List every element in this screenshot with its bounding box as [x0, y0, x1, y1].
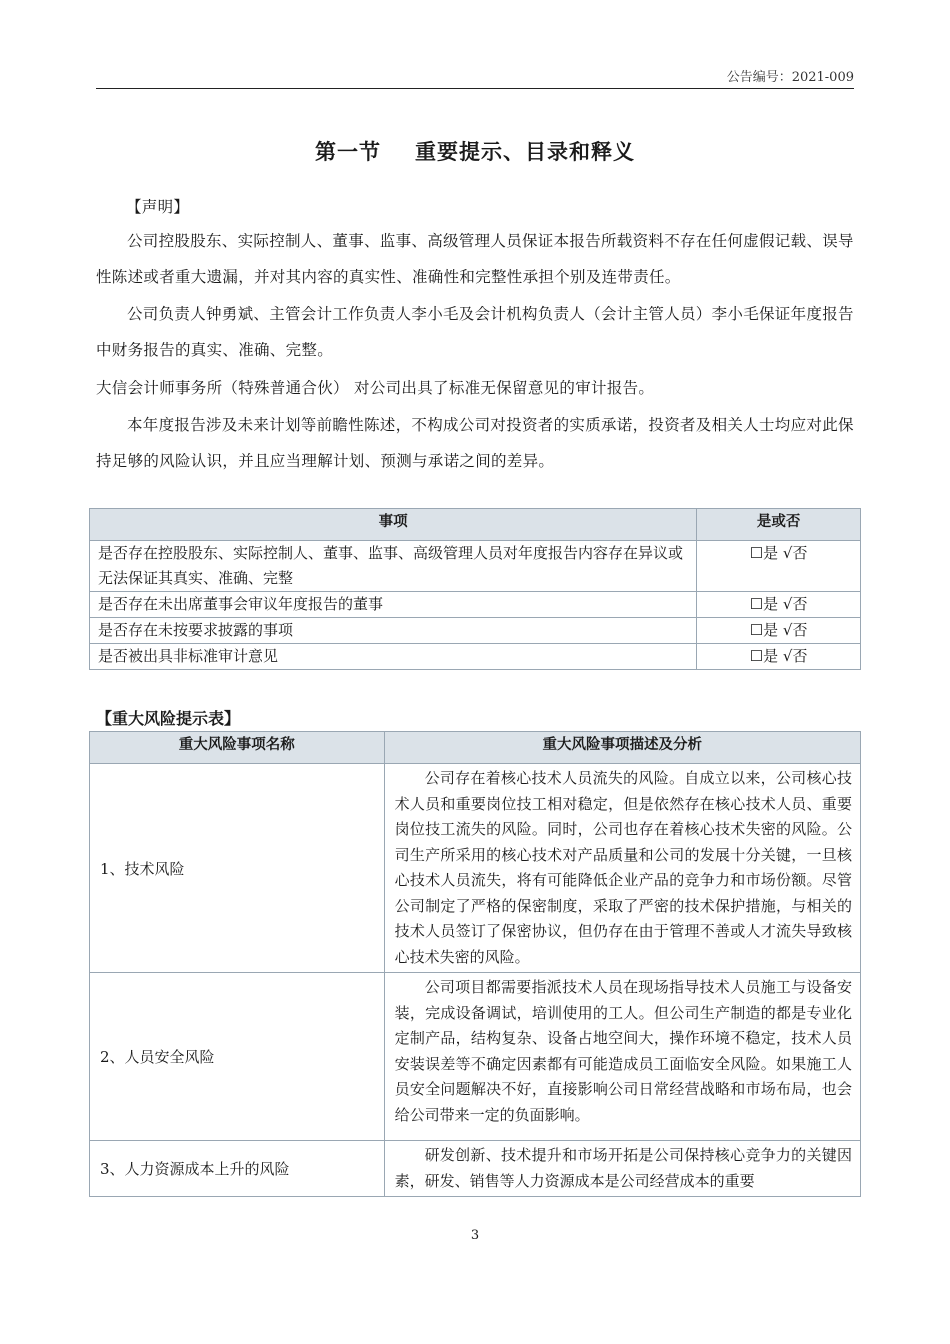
announcement-number: 公告编号：2021-009 — [726, 70, 854, 85]
risk-description: 公司项目都需要指派技术人员在现场指导技术人员施工与设备安装，完成设备调试，培训使用的工人。但公司生产制造的都是专业化定制产品，结构复杂、设备占地空间大，操作环境不稳定，技术人员安装误差等不确定因素都有可能造成员工面临安全风险。如果施工人员安全问题解决不好，直接影响公司日常经营战略和市场布局，也会给公司带来一定的负面影响。 — [384, 973, 860, 1141]
matters-header-answer: 是或否 — [697, 509, 861, 541]
risk-header-name: 重大风险事项名称 — [90, 732, 385, 764]
matters-table-header — [90, 509, 861, 541]
statement-paragraph-2: 公司负责人钟勇斌、主管会计工作负责人李小毛及会计机构负责人（会计主管人员）李小毛保证年度报告中财务报告的真实、准确、完整。 — [96, 305, 854, 359]
matter-answer: ☐是 √否 — [697, 592, 861, 618]
risk-name: 2、人员安全风险 — [90, 973, 385, 1141]
header-divider — [96, 88, 854, 89]
risk-name: 3、人力资源成本上升的风险 — [90, 1141, 385, 1197]
table-row — [90, 973, 861, 1141]
table-row — [90, 764, 861, 973]
matter-answer: ☐是 √否 — [697, 618, 861, 644]
matters-table — [89, 508, 861, 670]
section-number: 第一节 — [315, 140, 381, 164]
matter-item: 是否存在未按要求披露的事项 — [90, 618, 697, 644]
page-number: 3 — [470, 1228, 480, 1243]
risk-table-heading: 【重大风险提示表】 — [96, 709, 241, 728]
table-row — [90, 644, 861, 670]
risk-description: 公司存在着核心技术人员流失的风险。自成立以来，公司核心技术人员和重要岗位技工相对稳定，但是依然存在核心技术人员、重要岗位技工流失的风险。同时，公司也存在着核心技术失密的风险。公司生产所采用的核心技术对产品质量和公司的发展十分关键，一旦核心技术人员流失，将有可能降低企业产品的竞争力和市场份额。尽管公司制定了严格的保密制度，采取了严密的技术保护措施，与相关的技术人员签订了保密协议，但仍存在由于管理不善或人才流失导致核心技术失密的风险。 — [384, 764, 860, 973]
matter-item: 是否存在控股股东、实际控制人、董事、监事、高级管理人员对年度报告内容存在异议或无法保证其真实、准确、完整 — [90, 541, 697, 592]
table-row — [90, 541, 861, 592]
matter-answer: ☐是 √否 — [697, 644, 861, 670]
statement-label: 【声明】 — [126, 198, 190, 216]
matter-answer: ☐是 √否 — [697, 541, 861, 592]
risk-table — [89, 731, 861, 1197]
risk-description: 研发创新、技术提升和市场开拓是公司保持核心竞争力的关键因素，研发、销售等人力资源成本是公司经营成本的重要 — [384, 1141, 860, 1197]
matter-item: 是否被出具非标准审计意见 — [90, 644, 697, 670]
statement-paragraph-3: 大信会计师事务所（特殊普通合伙） 对公司出具了标准无保留意见的审计报告。 — [96, 379, 655, 397]
risk-header-description: 重大风险事项描述及分析 — [384, 732, 860, 764]
matter-item: 是否存在未出席董事会审议年度报告的董事 — [90, 592, 697, 618]
section-title — [0, 136, 950, 166]
table-row — [90, 592, 861, 618]
table-row — [90, 618, 861, 644]
statement-paragraph-1: 公司控股股东、实际控制人、董事、监事、高级管理人员保证本报告所载资料不存在任何虚假记载、误导性陈述或者重大遗漏，并对其内容的真实性、准确性和完整性承担个别及连带责任。 — [96, 232, 854, 286]
matters-header-item: 事项 — [90, 509, 697, 541]
section-heading: 重要提示、目录和释义 — [415, 140, 635, 164]
risk-name: 1、技术风险 — [90, 764, 385, 973]
statement-paragraph-4: 本年度报告涉及未来计划等前瞻性陈述，不构成公司对投资者的实质承诺，投资者及相关人士均应对此保持足够的风险认识，并且应当理解计划、预测与承诺之间的差异。 — [96, 416, 854, 470]
table-row — [90, 1141, 861, 1197]
risk-table-header — [90, 732, 861, 764]
